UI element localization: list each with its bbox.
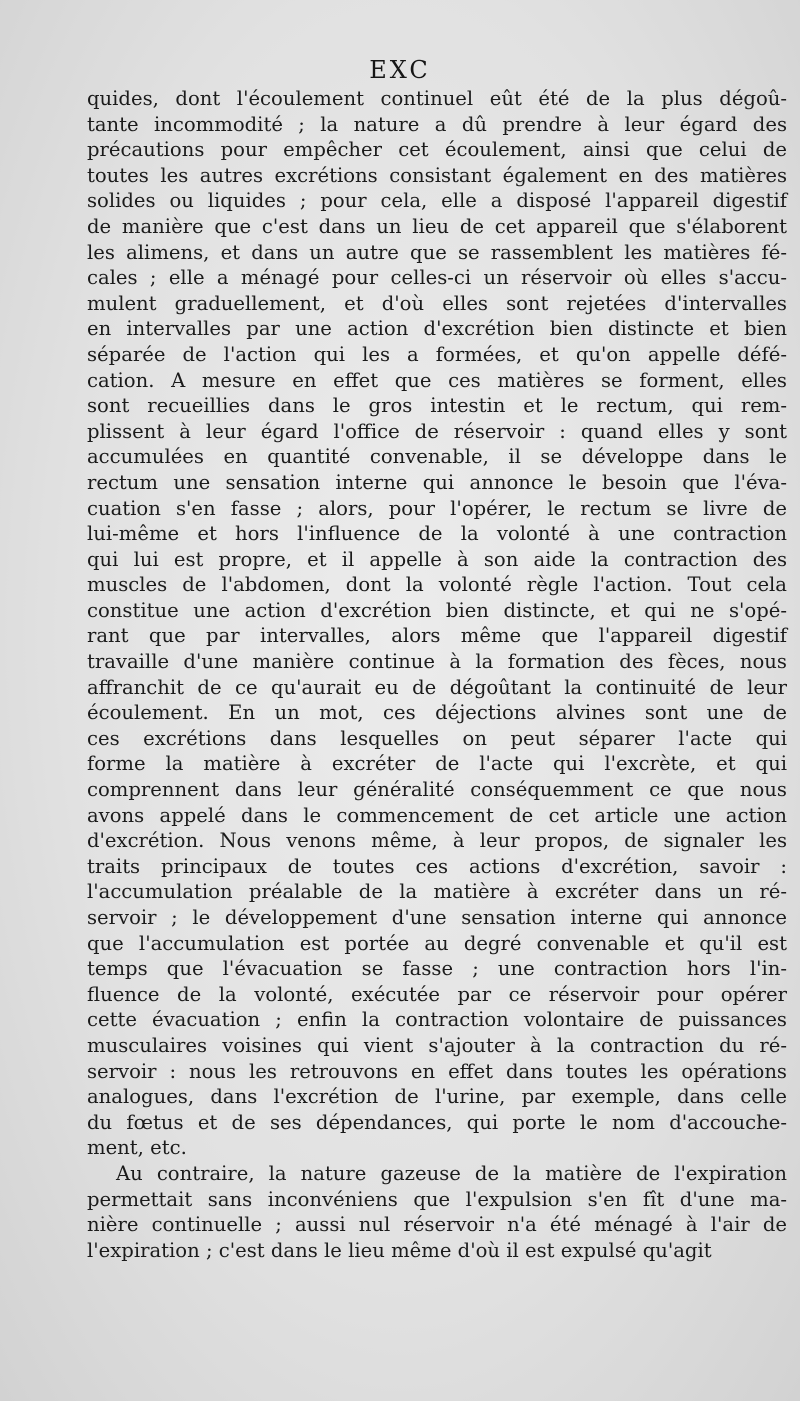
text-line: traits principaux de toutes ces actions d'excrétion, savoir : [87,854,787,878]
text-line: sont recueillies dans le gros intestin et le rectum, qui rem- [87,394,787,418]
text-line: servoir : nous les retrouvons en effet dans toutes les opérations [87,1059,787,1083]
text-line: cette évacuation ; enfin la contraction volontaire de puissances [87,1008,787,1032]
text-line: ces excrétions dans lesquelles on peut séparer l'acte qui [87,726,787,750]
text-line: avons appelé dans le commencement de cet article une action [87,803,787,827]
text-line: accumulées en quantité convenable, il se développe dans le [87,445,787,469]
text-line: quides, dont l'écoulement continuel eût été de la plus dégoû- [87,87,787,110]
text-line: séparée de l'action qui les a formées, et qu'on appelle défé- [87,342,787,366]
text-line: plissent à leur égard l'office de réservoir : quand elles y sont [87,419,787,443]
text-line: lui-même et hors l'influence de la volonté à une contraction [87,522,787,546]
text-line: l'accumulation préalable de la matière à excréter dans un ré- [87,880,787,904]
running-header: EXC [369,56,431,84]
body-text [87,86,787,1263]
text-line: l'expiration ; c'est dans le lieu même d'où il est expulsé qu'agit [87,1238,712,1262]
text-line: du fœtus et de ses dépendances, qui porte le nom d'accouche- [87,1110,787,1134]
text-line: musculaires voisines qui vient s'ajouter à la contraction du ré- [87,1033,787,1057]
text-line: fluence de la volonté, exécutée par ce réservoir pour opérer [87,982,787,1006]
text-line: mulent graduellement, et d'où elles sont rejetées d'intervalles [87,291,787,315]
text-line: solides ou liquides ; pour cela, elle a disposé l'appareil digestif [87,189,787,213]
paragraph-start-line: Au contraire, la nature gazeuse de la matière de l'expiration [116,1161,787,1185]
text-line: cuation s'en fasse ; alors, pour l'opérer, le rectum se livre de [87,496,787,520]
text-line: écoulement. En un mot, ces déjections alvines sont une de [87,701,787,725]
text-line: cation. A mesure en effet que ces matières se forment, elles [87,368,787,392]
text-line: nière continuelle ; aussi nul réservoir n'a été ménagé à l'air de [87,1213,787,1237]
text-line: affranchit de ce qu'aurait eu de dégoûtant la continuité de leur [87,675,787,699]
text-line: rectum une sensation interne qui annonce le besoin que l'éva- [87,470,787,494]
text-line: rant que par intervalles, alors même que l'appareil digestif [87,624,787,648]
text-line: muscles de l'abdomen, dont la volonté règle l'action. Tout cela [87,573,787,597]
text-line: cales ; elle a ménagé pour celles-ci un réservoir où elles s'accu- [87,266,787,290]
text-line: forme la matière à excréter de l'acte qui l'excrète, et qui [87,752,787,776]
text-line: qui lui est propre, et il appelle à son aide la contraction des [87,547,787,571]
text-line: que l'accumulation est portée au degré convenable et qu'il est [87,931,787,955]
text-line: précautions pour empêcher cet écoulement, ainsi que celui de [87,138,787,162]
text-line: en intervalles par une action d'excrétion bien distincte et bien [87,317,787,341]
text-line: d'excrétion. Nous venons même, à leur propos, de signaler les [87,829,787,853]
text-line: tante incommodité ; la nature a dû prendre à leur égard des [87,112,787,136]
text-line: servoir ; le développement d'une sensation interne qui annonce [87,906,787,929]
text-line: comprennent dans leur généralité conséquemment ce que nous [87,778,787,802]
text-line: les alimens, et dans un autre que se rassemblent les matières fé- [87,240,787,264]
text-line: de manière que c'est dans un lieu de cet appareil que s'élaborent [87,214,787,238]
text-line: analogues, dans l'excrétion de l'urine, par exemple, dans celle [87,1085,787,1109]
text-line: permettait sans inconvéniens que l'expulsion s'en fît d'une ma- [87,1187,787,1211]
text-line: constitue une action d'excrétion bien distincte, et qui ne s'opé- [87,598,787,622]
text-line: toutes les autres excrétions consistant également en des matières [87,163,787,187]
text-line: ment, etc. [87,1136,187,1160]
text-line: temps que l'évacuation se fasse ; une contraction hors l'in- [87,957,787,981]
text-line: travaille d'une manière continue à la formation des fèces, nous [87,650,787,674]
